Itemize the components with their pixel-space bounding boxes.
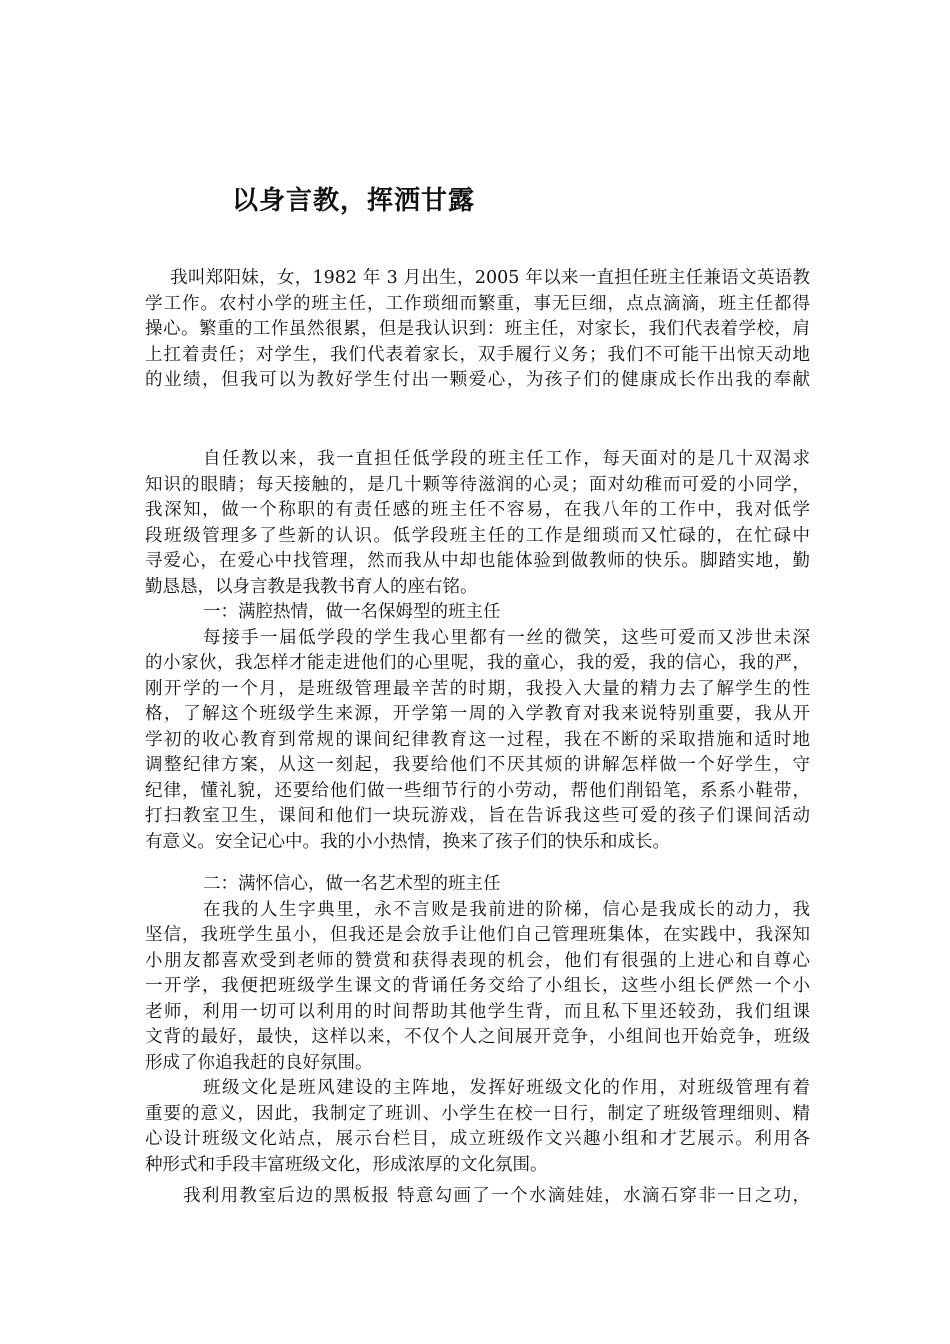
p4-line-3: 小朋友都喜欢受到老师的赞赏和获得表现的机会，他们有很强的上进心和自尊心 [145, 950, 810, 971]
p3-line-7: 纪律，懂礼貌，还要给他们做一些细节行的小劳动，帮他们削铅笔，系系小鞋带， [145, 780, 810, 801]
intro-line-2: 学工作。农村小学的班主任，工作琐细而繁重，事无巨细，点点滴滴，班主任都得 [145, 293, 810, 314]
section-2 [145, 872, 810, 1178]
p4-line-4: 一开学，我便把班级学生课文的背诵任务交给了小组长，这些小组长俨然一个小 [145, 976, 810, 996]
p4-line-2: 坚信，我班学生虽小，但我还是会放手让他们自己管理班集体，在实践中，我深知 [145, 925, 810, 945]
p2-line-2: 知识的眼睛；每天接触的，是几十颗等待滋润的心灵；面对幼稚而可爱的小同学， [145, 474, 810, 495]
p4-line-7: 形成了你追我赶的良好氛围。 [145, 1052, 373, 1073]
intro-line-4: 上扛着责任；对学生，我们代表着家长，双手履行义务；我们不可能干出惊天动地 [145, 344, 810, 365]
p3-line-5: 学初的收心教育到常规的课间纪律教育这一过程，我在不断的采取措施和适时地 [145, 729, 810, 750]
section-heading-1: 一：满腔热情，做一名保姆型的班主任 [203, 602, 501, 622]
p2-line-4: 段班级管理多了些新的认识。低学段班主任的工作是细琐而又忙碌的，在忙碌中 [145, 525, 810, 546]
p2-line-5: 寻爱心，在爱心中找管理，然而我从中却也能体验到做教师的快乐。脚踏实地，勤 [145, 551, 810, 571]
p3-line-8: 打扫教室卫生，课间和他们一块玩游戏，旨在告诉我这些可爱的孩子们课间活动 [145, 806, 810, 826]
p3-line-1: 每接手一届低学段的学生我心里都有一丝的微笑，这些可爱而又涉世未深 [203, 627, 810, 648]
intro-line-1: 我叫郑阳妹，女，1982 年 3 月出生，2005 年以来一直担任班主任兼语文英语教 [170, 268, 810, 288]
p6-line-1: 我利用教室后边的黑板报 特意勾画了一个水滴娃娃，水滴石穿非一日之功， [183, 1186, 810, 1206]
paragraph-2 [145, 447, 810, 855]
p2-line-1: 自任教以来，我一直担任低学段的班主任工作，每天面对的是几十双渴求 [203, 449, 810, 469]
intro-line-5: 的业绩，但我可以为教好学生付出一颗爱心，为孩子们的健康成长作出我的奉献 [145, 370, 810, 390]
p4-line-6: 文背的最好，最快，这样以来，不仅个人之间展开竞争，小组间也开始竞争，班级 [145, 1027, 810, 1047]
intro-paragraph [145, 266, 810, 394]
p5-line-3: 心设计班级文化站点，展示台栏目，成立班级作文兴趣小组和才艺展示。利用各 [145, 1129, 810, 1149]
paragraph-6 [145, 1184, 810, 1210]
p2-line-6: 勤恳恳，以身言教是我教书育人的座右铭。 [145, 576, 478, 597]
p2-line-3: 我深知，做一个称职的有责任感的班主任不容易，在我八年的工作中，我对低学 [145, 500, 810, 520]
p3-line-2: 的小家伙，我怎样才能走进他们的心里呢，我的童心，我的爱，我的信心，我的严， [145, 653, 810, 673]
p5-line-2: 重要的意义，因此，我制定了班训、小学生在校一日行，制定了班级管理细则、精 [145, 1103, 810, 1124]
document-title: 以身言教，挥洒甘露 [232, 186, 476, 216]
p5-line-4: 种形式和手段丰富班级文化，形成浓厚的文化氛围。 [145, 1154, 548, 1175]
p4-line-1: 在我的人生字典里，永不言败是我前进的阶梯，信心是我成长的动力，我 [203, 899, 810, 920]
p3-line-6: 调整纪律方案，从这一刻起，我要给他们不厌其烦的讲解怎样做一个好学生，守 [145, 755, 810, 775]
intro-line-3: 操心。繁重的工作虽然很累，但是我认识到：班主任，对家长，我们代表着学校，肩 [145, 319, 810, 339]
section-heading-2: 二：满怀信心，做一名艺术型的班主任 [203, 874, 501, 894]
p3-line-9: 有意义。安全记心中。我的小小热情，换来了孩子们的快乐和成长。 [145, 831, 670, 852]
p4-line-5: 老师，利用一切可以利用的时间帮助其他学生背，而且私下里还较劲，我们组课 [145, 1001, 810, 1022]
p5-line-1: 班级文化是班风建设的主阵地，发挥好班级文化的作用，对班级管理有着 [203, 1078, 810, 1098]
p3-line-4: 格，了解这个班级学生来源，开学第一周的入学教育对我来说特别重要，我从开 [145, 704, 810, 724]
p3-line-3: 刚开学的一个月，是班级管理最辛苦的时期，我投入大量的精力去了解学生的性 [145, 678, 810, 699]
